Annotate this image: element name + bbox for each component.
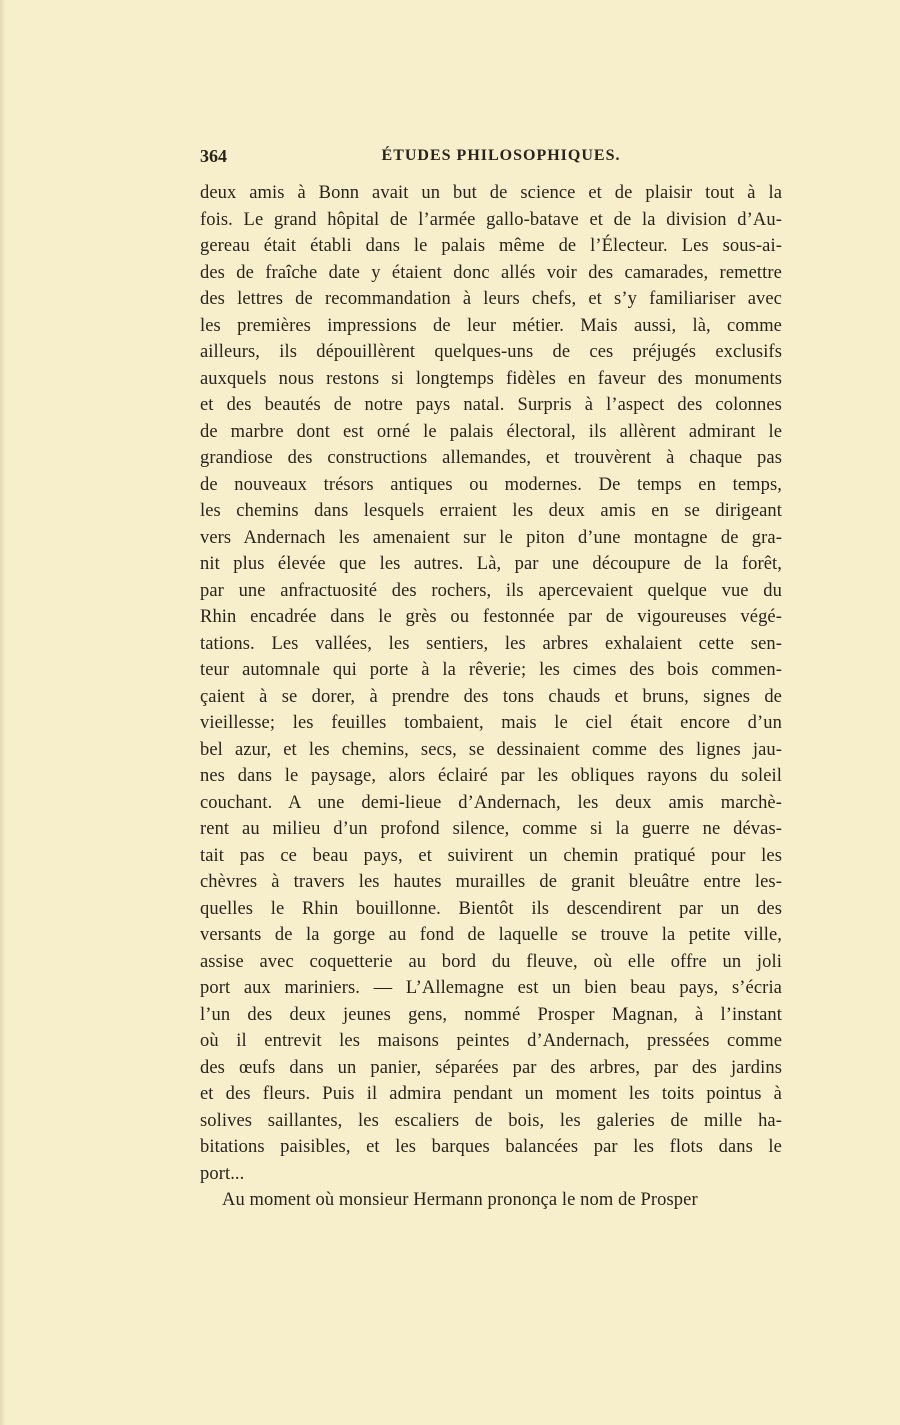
running-title: ÉTUDES PHILOSOPHIQUES. (381, 147, 621, 164)
text-line: l’un des deux jeunes gens, nommé Prosper Magnan, à l’instant (200, 1004, 782, 1025)
text-line: et des fleurs. Puis il admira pendant un moment les toits pointus à (200, 1084, 782, 1104)
page-edge-shadow (0, 0, 6, 1425)
text-line: les premières impressions de leur métier. Mais aussi, là, comme (200, 315, 782, 336)
text-line: Au moment où monsieur Hermann prononça le nom de Prosper (222, 1190, 698, 1210)
text-line: chèvres à travers les hautes murailles de granit bleuâtre entre les- (200, 872, 782, 892)
text-line: deux amis à Bonn avait un but de science et de plaisir tout à la (200, 183, 782, 203)
text-line: vieillesse; les feuilles tombaient, mais le ciel était encore d’un (200, 713, 782, 733)
text-line: versants de la gorge au fond de laquelle se trouve la petite ville, (200, 925, 782, 945)
text-line: tait pas ce beau pays, et suivirent un chemin pratiqué pour les (200, 845, 782, 866)
text-line: des lettres de recommandation à leurs chefs, et s’y familiariser avec (200, 289, 782, 309)
text-line: bel azur, et les chemins, secs, se dessinaient comme des lignes jau- (200, 739, 782, 760)
text-line: tations. Les vallées, les sentiers, les arbres exhalaient cette sen- (200, 633, 782, 654)
text-line: rent au milieu d’un profond silence, comme si la guerre ne dévas- (200, 819, 782, 839)
text-line: de nouveaux trésors antiques ou modernes. De temps en temps, (200, 474, 782, 495)
body-text (200, 180, 782, 1214)
text-line: solives saillantes, les escaliers de bois, les galeries de mille ha- (200, 1110, 782, 1131)
text-line: auxquels nous restons si longtemps fidèles en faveur des monuments (200, 368, 782, 389)
text-line: ailleurs, ils dépouillèrent quelques-uns de ces préjugés exclusifs (200, 342, 782, 362)
text-line: des de fraîche date y étaient donc allés voir des camarades, remettre (200, 262, 782, 283)
text-line: teur automnale qui porte à la rêverie; les cimes des bois commen- (200, 660, 782, 680)
text-line: et des beautés de notre pays natal. Surpris à l’aspect des colonnes (200, 395, 782, 415)
text-line: les chemins dans lesquels erraient les deux amis en se dirigeant (200, 501, 782, 521)
text-line: nit plus élevée que les autres. Là, par une découpure de la forêt, (200, 554, 782, 574)
text-line: couchant. A une demi-lieue d’Andernach, les deux amis marchè- (200, 792, 782, 813)
text-line: gereau était établi dans le palais même de l’Électeur. Les sous-ai- (200, 236, 782, 256)
text-line: port... (200, 1163, 245, 1184)
text-line: fois. Le grand hôpital de l’armée gallo-batave et de la division d’Au- (200, 209, 782, 230)
text-line: des œufs dans un panier, séparées par des arbres, par des jardins (200, 1057, 782, 1078)
text-line: par une anfractuosité des rochers, ils apercevaient quelque vue du (200, 580, 782, 601)
text-line: grandiose des constructions allemandes, et trouvèrent à chaque pas (200, 448, 782, 468)
text-line: çaient à se dorer, à prendre des tons chauds et bruns, signes de (200, 686, 782, 707)
text-line: quelles le Rhin bouillonne. Bientôt ils descendirent par un des (200, 898, 782, 919)
page-number: 364 (200, 146, 227, 166)
text-line: bitations paisibles, et les barques balancées par les flots dans le (200, 1137, 782, 1157)
text-line: de marbre dont est orné le palais électoral, ils allèrent admirant le (200, 421, 782, 442)
page-header (200, 146, 782, 170)
text-line: assise avec coquetterie au bord du fleuve, où elle offre un joli (200, 951, 782, 972)
text-line: nes dans le paysage, alors éclairé par les obliques rayons du soleil (200, 766, 782, 786)
text-line: port aux mariniers. — L’Allemagne est un bien beau pays, s’écria (200, 978, 782, 998)
text-line: Rhin encadrée dans le grès ou festonnée par de vigoureuses végé- (200, 607, 782, 627)
text-line: où il entrevit les maisons peintes d’Andernach, pressées comme (200, 1031, 782, 1051)
text-line: vers Andernach les amenaient sur le piton d’une montagne de gra- (200, 527, 782, 548)
